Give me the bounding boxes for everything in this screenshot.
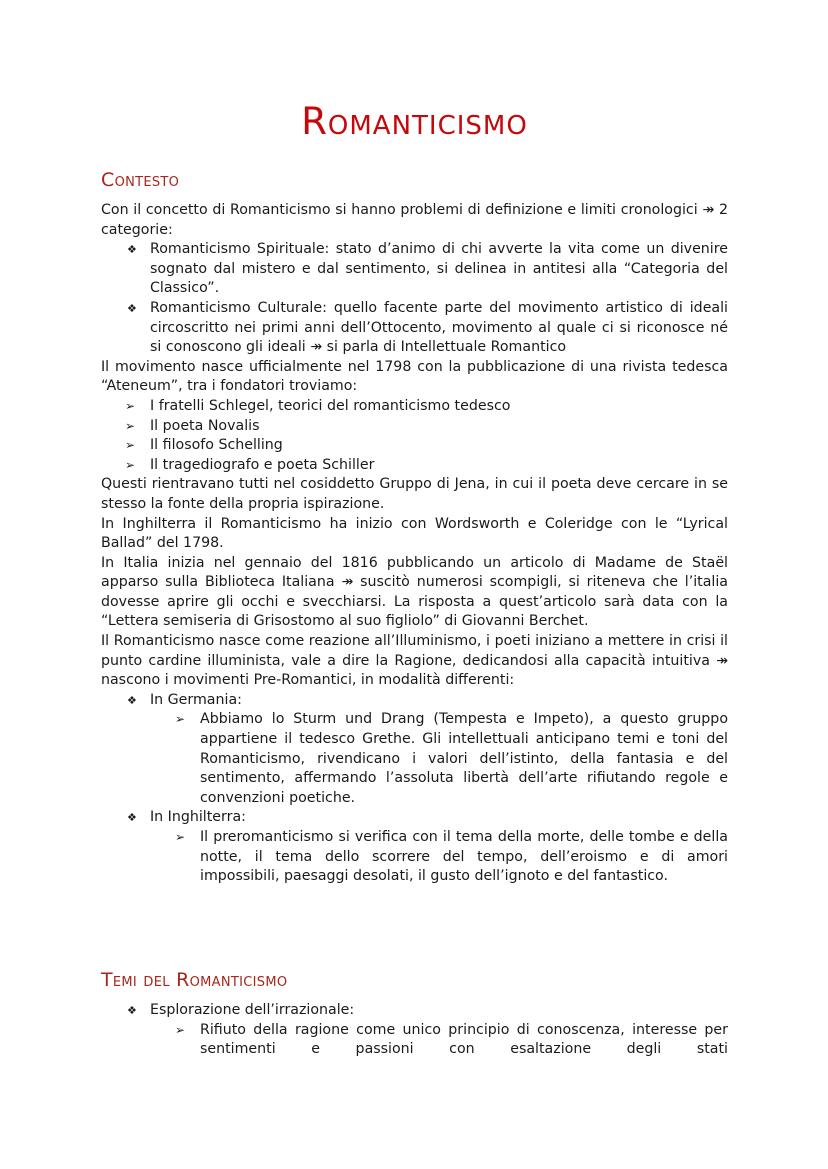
arrowhead-bullet-icon: ➢	[125, 438, 136, 453]
list-item-text: Romanticismo Culturale: quello facente parte del movimento artistico di ideali circoscritto nei primi anni dell’Ottocento, movimento al quale ci si riconosce né si conoscono gli ideali ↠ si parla di Intellettuale Romantico	[150, 299, 728, 356]
diamond-bullet-icon: ❖	[127, 1004, 137, 1017]
section-temi-body	[101, 1001, 728, 1060]
diamond-bullet-icon: ❖	[127, 301, 137, 315]
list-item	[101, 828, 728, 887]
paragraph-intro: Con il concetto di Romanticismo si hanno problemi di definizione e limiti cronologici ↠ 2 categorie:	[101, 202, 728, 238]
diamond-bullet-icon: ❖	[127, 243, 137, 257]
list-item-text: Il poeta Novalis	[150, 417, 260, 434]
list-item	[101, 299, 728, 358]
arrowhead-bullet-icon: ➢	[125, 398, 136, 413]
list-item-label: Esplorazione dell’irrazionale:	[150, 1002, 355, 1018]
list-item	[101, 710, 728, 808]
paragraph-italia: In Italia inizia nel gennaio del 1816 pubblicando un articolo di Madame de Staël apparso sulla Biblioteca Italiana ↠ suscitò numerosi scompigli, si riteneva che l’italia dovesse aprire gli occhi e svecchiarsi. La risposta a quest’articolo sarà data con la “Lettera semiseria di Grisostomo al suo figliolo” di Giovanni Berchet.	[101, 554, 728, 630]
arrowhead-bullet-icon: ➢	[125, 418, 136, 433]
section-heading-temi: Temi del Romanticismo	[101, 969, 288, 991]
list-item-text: Il filosofo Schelling	[150, 437, 283, 454]
arrowhead-bullet-icon: ➢	[125, 457, 136, 472]
categories-list	[101, 240, 728, 358]
list-item-germania	[101, 691, 728, 711]
list-item-label: In Inghilterra:	[150, 809, 246, 826]
list-item	[101, 456, 728, 476]
pre-romantic-list-2	[101, 808, 728, 828]
list-item-label: In Germania:	[150, 691, 242, 708]
inghilterra-details-list	[101, 828, 728, 887]
paragraph-jena: Questi rientravano tutti nel cosiddetto Gruppo di Jena, in cui il poeta deve cercare in se stesso la fonte della propria ispirazione.	[101, 476, 728, 512]
list-item	[101, 240, 728, 299]
list-item-text: Rifiuto della ragione come unico principio di conoscenza, interesse per sentimenti e passioni con esaltazione degli stati	[200, 1021, 728, 1058]
section-contesto-body	[101, 201, 728, 887]
list-item-text: Il tragediografo e poeta Schiller	[150, 456, 375, 473]
list-item-text: I fratelli Schlegel, teorici del romanticismo tedesco	[150, 397, 511, 414]
list-item-text: Abbiamo lo Sturm und Drang (Tempesta e Impeto), a questo gruppo appartiene il tedesco Grethe. Gli intellettuali anticipano temi e toni del Romanticismo, rivendicano i valori dell’istinto, della fantasia e del sentimento, affermando l’assoluta libertà dell’arte rifiutando regole e convenzioni poetiche.	[200, 711, 728, 806]
list-item-text: Il preromanticismo si verifica con il tema della morte, delle tombe e della notte, il tema dello scorrere del tempo, dell’eroismo e di amori impossibili, paesaggi desolati, il gusto dell’ignoto e del fantastico.	[200, 829, 728, 885]
list-item-irrazionale	[101, 1001, 728, 1021]
themes-list	[101, 1001, 728, 1021]
germania-details-list	[101, 710, 728, 808]
arrowhead-bullet-icon: ➢	[175, 830, 186, 844]
list-item	[101, 436, 728, 456]
arrowhead-bullet-icon: ➢	[175, 712, 186, 727]
list-item-text: Romanticismo Spirituale: stato d’animo di chi avverte la vita come un divenire sognato dal mistero e dal sentimento, si delinea in antitesi alla “Categoria del Classico”.	[150, 241, 728, 297]
arrowhead-bullet-icon: ➢	[175, 1022, 186, 1037]
founders-list	[101, 397, 728, 475]
pre-romantic-list	[101, 691, 728, 711]
diamond-bullet-icon: ❖	[127, 693, 137, 707]
list-item	[101, 417, 728, 437]
paragraph-ateneum: Il movimento nasce ufficialmente nel 1798 con la pubblicazione di una rivista tedesca “Ateneum”, tra i fondatori troviamo:	[101, 358, 728, 395]
paragraph-inghilterra: In Inghilterra il Romanticismo ha inizio con Wordsworth e Coleridge con le “Lyrical Ballad” del 1798.	[101, 515, 728, 552]
irrazionale-details-list	[101, 1021, 728, 1060]
section-heading-contesto: Contesto	[101, 169, 180, 191]
list-item	[101, 397, 728, 417]
list-item-inghilterra	[101, 808, 728, 828]
list-item	[101, 1021, 728, 1060]
diamond-bullet-icon: ❖	[127, 811, 137, 825]
page-title: Romanticismo	[301, 100, 528, 143]
paragraph-illuminismo: Il Romanticismo nasce come reazione all’Illuminismo, i poeti iniziano a mettere in crisi il punto cardine illuminista, vale a dire la Ragione, dedicandosi alla capacità intuitiva ↠ nascono i movimenti Pre-Romantici, in modalità differenti:	[101, 633, 728, 689]
